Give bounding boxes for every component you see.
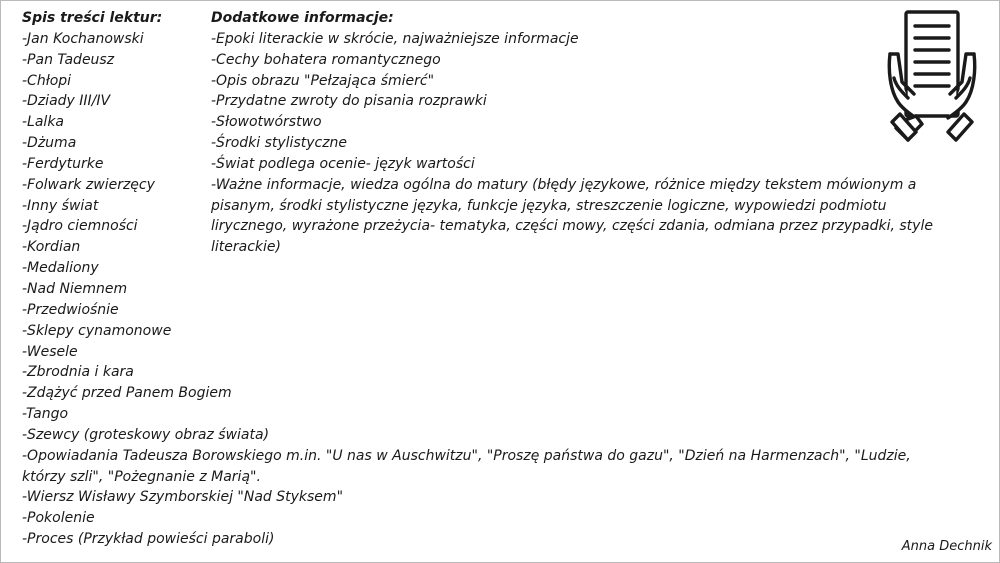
- reading-list-item: -Zdążyć przed Panem Bogiem: [22, 385, 232, 402]
- reading-list-item: -Dziady III/IV: [22, 93, 111, 110]
- reading-list-item: -Opowiadania Tadeusza Borowskiego m.in. "U nas w Auschwitzu", "Proszę państwa do gazu", "Dzień na Harmenzach", "Ludzie, którzy szli", "Pożegnanie z Marią".: [22, 447, 911, 485]
- additional-info-item: -Słowotwórstwo: [211, 114, 322, 131]
- reading-list-item: -Jan Kochanowski: [22, 30, 144, 47]
- reading-list-item: -Wesele: [22, 343, 78, 360]
- additional-info-heading: Dodatkowe informacje:: [211, 10, 394, 26]
- additional-info-item: -Ważne informacje, wiedza ogólna do matury (błędy językowe, różnice między tekstem mówionym a pisanym, środki stylistyczne języka, funkcje języka, streszczenie logiczne, wypowiedzi podmiotu lirycznego, wyrażone przeżycia- tematyka, części mowy, części zdania, odmiana przez przypadki, style literackie): [211, 176, 933, 256]
- additional-info-item: -Epoki literackie w skrócie, najważniejsze informacje: [211, 30, 579, 47]
- reading-list-item: -Przedwiośnie: [22, 301, 119, 318]
- reading-list-item: -Lalka: [22, 114, 65, 131]
- additional-info-item: -Opis obrazu "Pełzająca śmierć": [211, 72, 435, 89]
- additional-info-list: [211, 8, 951, 258]
- reading-list-item: -Wiersz Wisławy Szymborskiej "Nad Styksem": [22, 489, 344, 506]
- reading-list-item: -Chłopi: [22, 72, 72, 89]
- reading-list-item: -Kordian: [22, 239, 81, 256]
- hands-holding-document-icon: [886, 10, 978, 144]
- reading-list-item: -Dżuma: [22, 135, 77, 152]
- reading-list-item: -Pokolenie: [22, 510, 95, 527]
- reading-list-item: -Proces (Przykład powieści paraboli): [22, 531, 275, 548]
- author-name: Anna Dechnik: [901, 539, 992, 554]
- reading-list-item: -Pan Tadeusz: [22, 51, 115, 68]
- reading-list-item: -Inny świat: [22, 197, 99, 214]
- additional-info-item: -Cechy bohatera romantycznego: [211, 51, 441, 68]
- reading-list-item: -Nad Niemnem: [22, 280, 128, 297]
- reading-list-item: -Ferdyturke: [22, 155, 104, 172]
- reading-list-item: -Jądro ciemności: [22, 218, 138, 235]
- reading-list-item: -Sklepy cynamonowe: [22, 322, 172, 339]
- additional-info-item: -Środki stylistyczne: [211, 135, 348, 152]
- reading-list-item: -Szewcy (groteskowy obraz świata): [22, 426, 270, 443]
- additional-info-item: -Przydatne zwroty do pisania rozprawki: [211, 93, 487, 110]
- reading-list-item: -Folwark zwierzęcy: [22, 176, 155, 193]
- reading-list-item: -Tango: [22, 406, 69, 423]
- reading-list-item: -Medaliony: [22, 260, 99, 277]
- reading-list-item: -Zbrodnia i kara: [22, 364, 134, 381]
- reading-list-heading: Spis treści lektur:: [22, 10, 163, 26]
- additional-info-item: -Świat podlega ocenie- język wartości: [211, 155, 475, 172]
